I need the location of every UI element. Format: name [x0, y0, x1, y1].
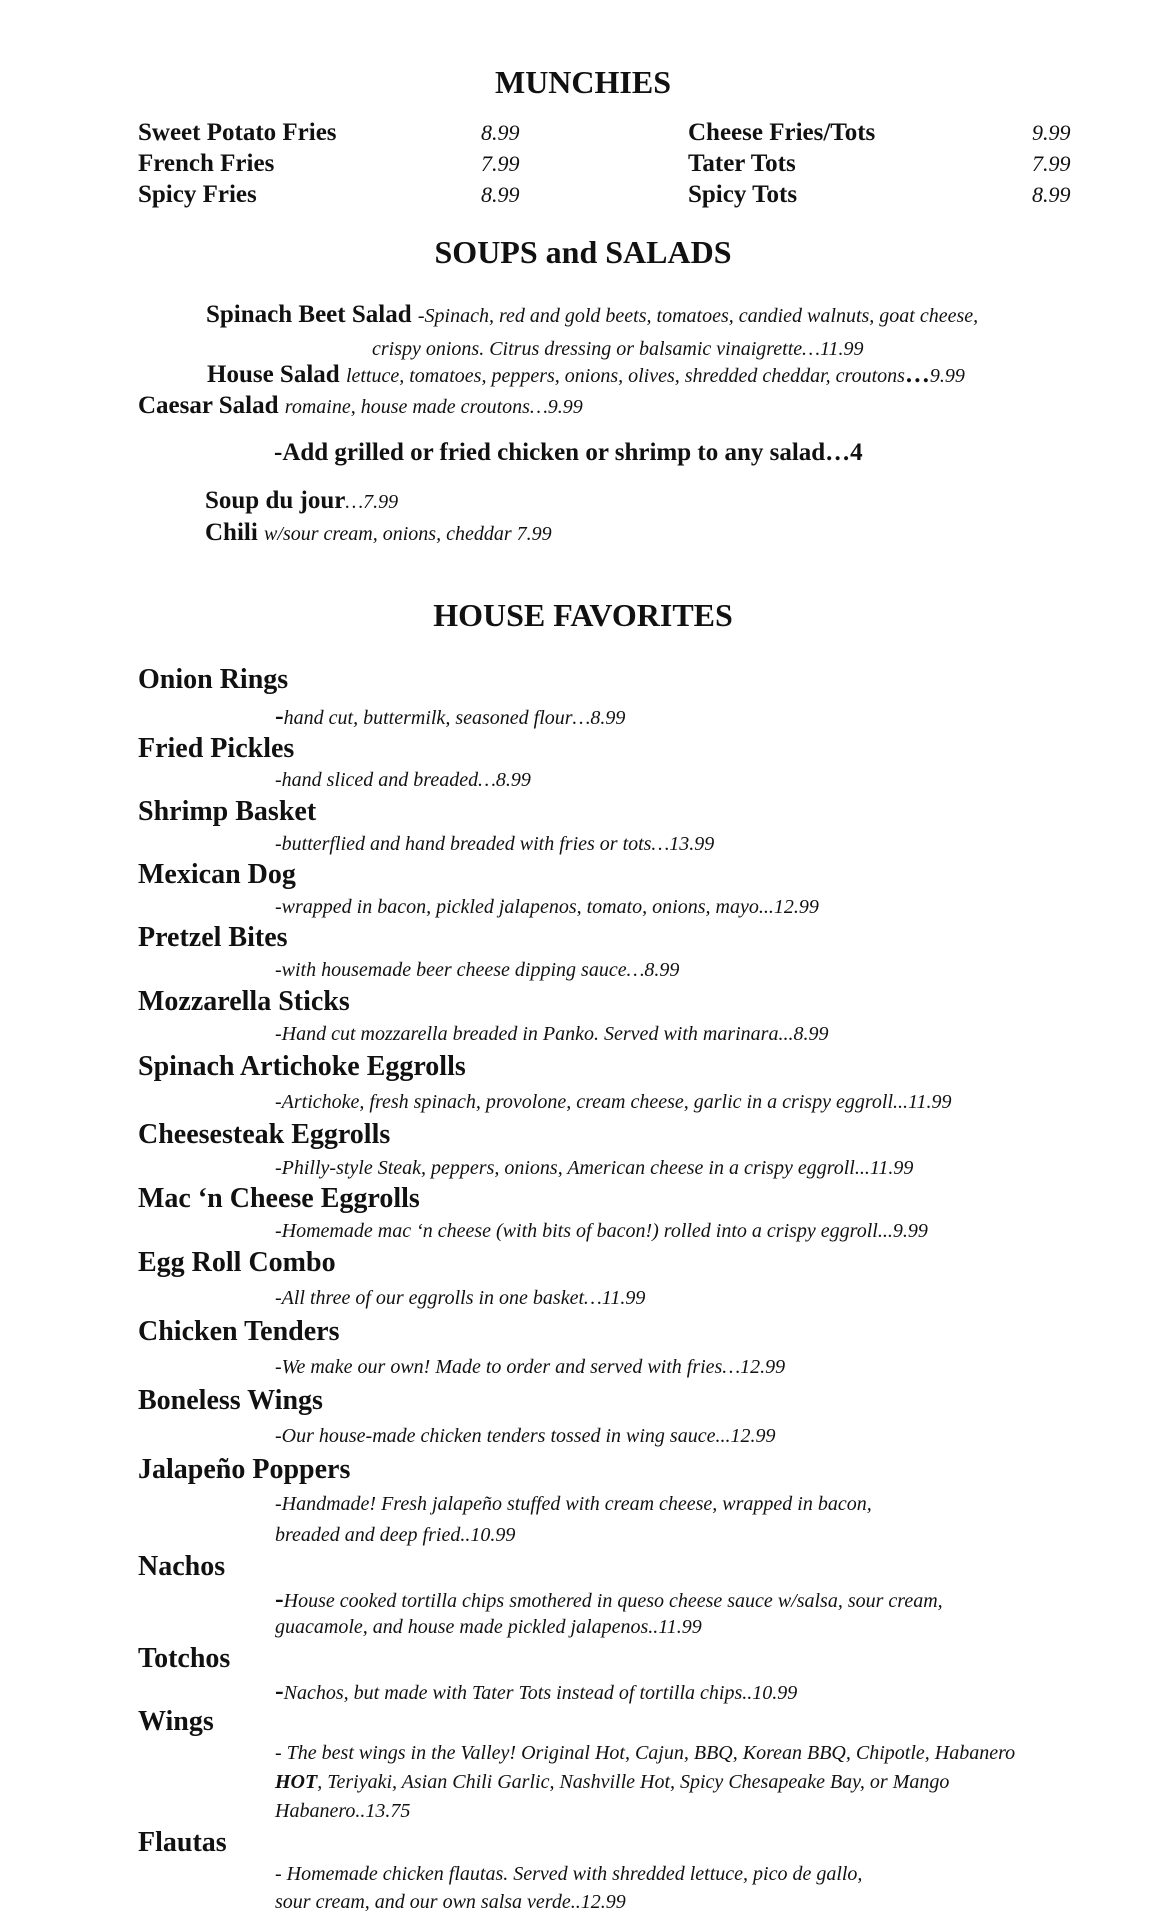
menu-item [688, 118, 875, 148]
item-name: House Salad [207, 361, 340, 388]
fav-item-mozzarella-sticks: Mozzarella Sticks [138, 986, 350, 1017]
fav-item-egg-roll-combo: Egg Roll Combo [138, 1247, 336, 1278]
fav-item-mexican-dog: Mexican Dog [138, 859, 296, 890]
hot-label: HOT [275, 1771, 318, 1793]
fav-desc-spinach-artichoke-eggrolls: -Artichoke, fresh spinach, provolone, cream cheese, garlic in a crispy eggroll...11.99 [275, 1091, 952, 1113]
menu-item [138, 149, 274, 179]
soups-salads-title: SOUPS and SALADS [434, 234, 732, 270]
fav-desc-totchos: -Nachos, but made with Tater Tots instead of tortilla chips..10.99 [275, 1676, 798, 1705]
item-name: Cheese Fries/Tots [688, 119, 876, 146]
item-price: 7.99 [481, 151, 520, 176]
fav-desc-flautas-cont: sour cream, and our own salsa verde..12.99 [275, 1891, 626, 1913]
fav-desc-nachos-cont: guacamole, and house made pickled jalapenos..11.99 [275, 1616, 702, 1638]
item-price: 9.99 [929, 365, 965, 387]
fav-item-shrimp-basket: Shrimp Basket [138, 796, 317, 827]
item-name: Sweet Potato Fries [138, 119, 337, 146]
salad-add-on [274, 438, 863, 468]
chili [205, 518, 552, 549]
fav-desc-wings-cont: HOT, Teriyaki, Asian Chili Garlic, Nashville Hot, Spicy Chesapeake Bay, or Mango [275, 1771, 950, 1793]
munchies-title: MUNCHIES [494, 64, 671, 100]
fav-desc-mac-n-cheese-eggrolls: -Homemade mac ‘n cheese (with bits of bacon!) rolled into a crispy eggroll...9.99 [275, 1220, 928, 1242]
fav-desc-mexican-dog: -wrapped in bacon, pickled jalapenos, tomato, onions, mayo...12.99 [275, 896, 819, 918]
fav-desc-boneless-wings: -Our house-made chicken tenders tossed in wing sauce...12.99 [275, 1425, 776, 1447]
fav-desc-cheesesteak-eggrolls: -Philly-style Steak, peppers, onions, American cheese in a crispy eggroll...11.99 [275, 1157, 914, 1179]
fav-desc-jalapeno-poppers: -Handmade! Fresh jalapeño stuffed with cream cheese, wrapped in bacon, [275, 1493, 872, 1515]
item-name: Chili [205, 519, 258, 546]
ellipsis: … [904, 361, 930, 388]
fav-item-spinach-artichoke-eggrolls: Spinach Artichoke Eggrolls [138, 1051, 466, 1082]
menu-item [138, 118, 337, 148]
item-name: Tater Tots [688, 150, 796, 177]
fav-desc-flautas: - Homemade chicken flautas. Served with shredded lettuce, pico de gallo, [275, 1863, 863, 1885]
menu-item [138, 180, 257, 210]
item-description: crispy onions. Citrus dressing or balsamic vinaigrette…11.99 [372, 338, 864, 360]
fav-desc-onion-rings: -hand cut, buttermilk, seasoned flour…8.99 [275, 701, 626, 730]
spinach-beet-salad [206, 300, 978, 331]
item-name: French Fries [138, 150, 275, 177]
fav-item-mac-n-cheese-eggrolls: Mac ‘n Cheese Eggrolls [138, 1183, 420, 1214]
item-price: 8.99 [481, 182, 520, 207]
item-name: Caesar Salad [138, 392, 279, 419]
fav-desc-pretzel-bites: -with housemade beer cheese dipping sauce…8.99 [275, 959, 680, 981]
fav-desc-mozzarella-sticks: -Hand cut mozzarella breaded in Panko. Served with marinara...8.99 [275, 1023, 829, 1045]
item-name: Spicy Tots [688, 181, 798, 208]
fav-desc-shrimp-basket: -butterflied and hand breaded with fries or tots…13.99 [275, 833, 715, 855]
add-on-text: -Add grilled or fried chicken or shrimp to any salad…4 [274, 439, 863, 466]
fav-item-pretzel-bites: Pretzel Bites [138, 922, 288, 953]
fav-item-jalapeno-poppers: Jalapeño Poppers [138, 1454, 351, 1485]
item-description: lettuce, tomatoes, peppers, onions, olives, shredded cheddar, croutons [345, 365, 905, 387]
fav-item-cheesesteak-eggrolls: Cheesesteak Eggrolls [138, 1119, 391, 1150]
fav-desc-jalapeno-poppers-cont: breaded and deep fried..10.99 [275, 1524, 516, 1546]
fav-desc-chicken-tenders: -We make our own! Made to order and served with fries…12.99 [275, 1356, 786, 1378]
fav-desc-wings: - The best wings in the Valley! Original Hot, Cajun, BBQ, Korean BBQ, Chipotle, Habanero [275, 1742, 1016, 1764]
fav-item-nachos: Nachos [138, 1551, 226, 1582]
fav-item-totchos: Totchos [138, 1643, 231, 1674]
fav-item-flautas: Flautas [138, 1827, 227, 1858]
house-favorites-title: HOUSE FAVORITES [433, 597, 733, 633]
fav-desc-nachos: -House cooked tortilla chips smothered in queso cheese sauce w/salsa, sour cream, [275, 1584, 943, 1613]
item-description: romaine, house made croutons…9.99 [284, 396, 583, 418]
menu-item [688, 180, 797, 210]
menu-item [688, 149, 796, 179]
item-price: 9.99 [1032, 120, 1071, 145]
fav-item-chicken-tenders: Chicken Tenders [138, 1316, 340, 1347]
fav-item-fried-pickles: Fried Pickles [138, 733, 295, 764]
fav-desc-wings-cont2: Habanero..13.75 [275, 1800, 411, 1822]
fav-item-onion-rings: Onion Rings [138, 664, 289, 695]
item-price: 8.99 [1032, 182, 1071, 207]
item-description: …7.99 [345, 491, 399, 513]
item-price: 7.99 [1032, 151, 1071, 176]
item-price: 8.99 [481, 120, 520, 145]
item-name: Spicy Fries [138, 181, 257, 208]
fav-item-wings: Wings [138, 1706, 214, 1737]
item-name: Spinach Beet Salad [206, 301, 412, 328]
house-salad [207, 360, 965, 391]
item-description: w/sour cream, onions, cheddar 7.99 [264, 523, 552, 545]
caesar-salad [138, 391, 583, 422]
fav-desc-egg-roll-combo: -All three of our eggrolls in one basket…11.99 [275, 1287, 646, 1309]
item-name: Soup du jour [205, 487, 346, 514]
item-description: -Spinach, red and gold beets, tomatoes, candied walnuts, goat cheese, [417, 305, 979, 327]
fav-item-boneless-wings: Boneless Wings [138, 1385, 323, 1416]
fav-desc-fried-pickles: -hand sliced and breaded…8.99 [275, 769, 531, 791]
soup-du-jour [205, 486, 398, 517]
